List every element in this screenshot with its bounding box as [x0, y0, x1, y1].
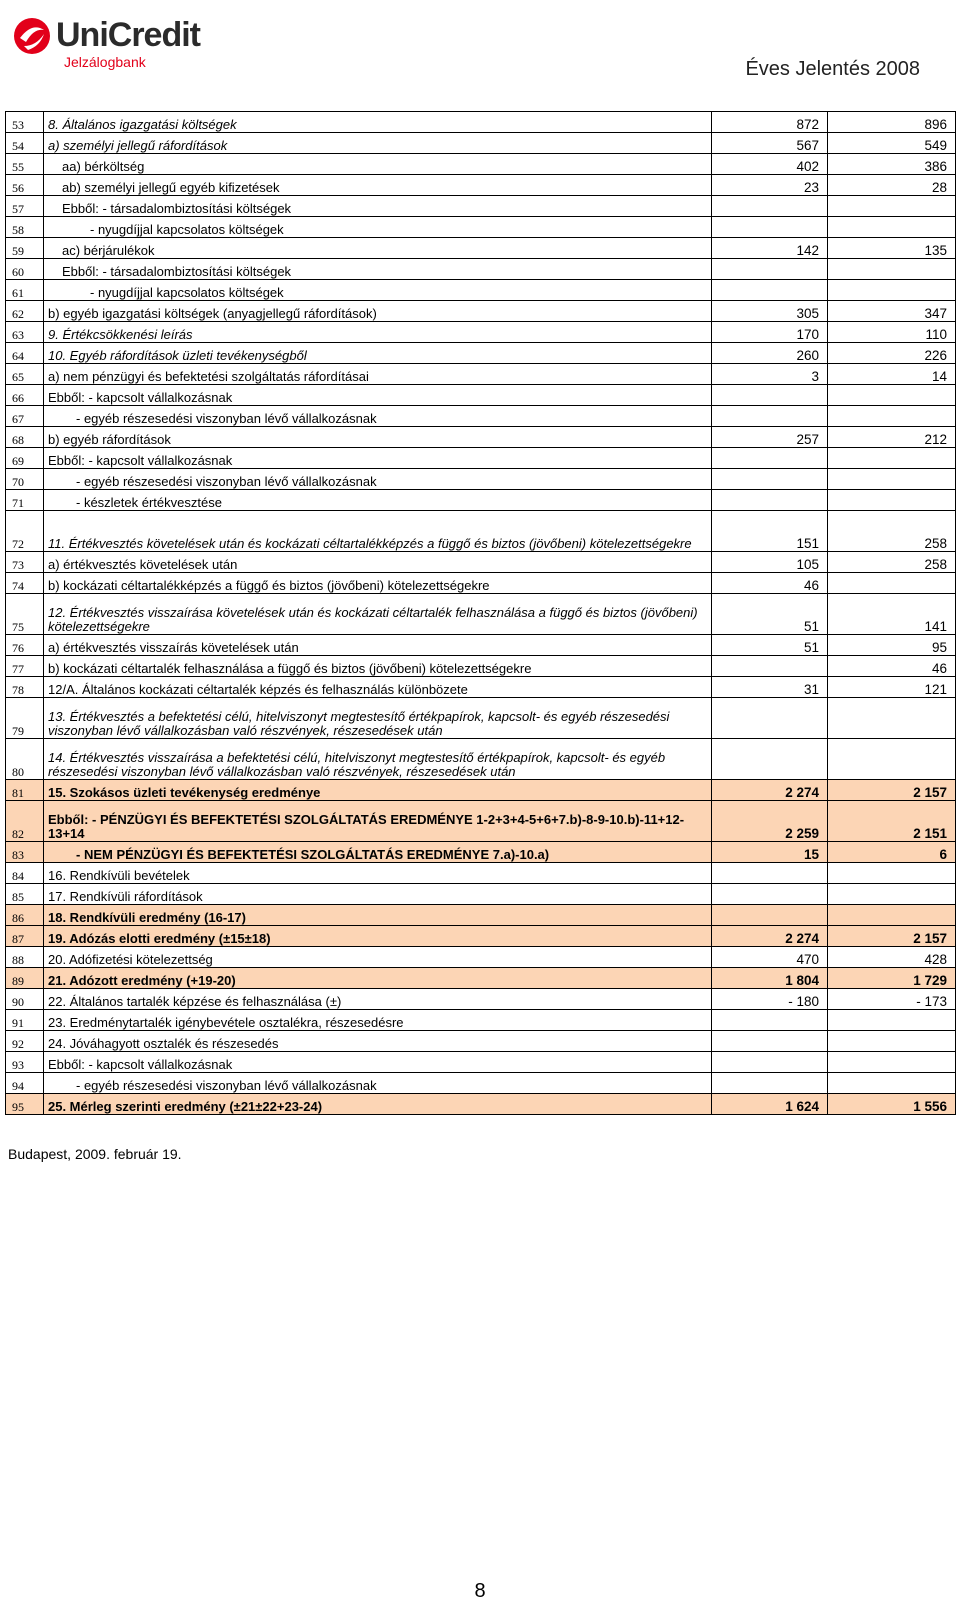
value-2008: 151 [712, 511, 828, 552]
row-number: 94 [6, 1073, 44, 1094]
value-2008 [712, 698, 828, 739]
row-label: - NEM PÉNZÜGYI ÉS BEFEKTETÉSI SZOLGÁLTATÁS EREDMÉNYE 7.a)-10.a) [44, 842, 712, 863]
value-2008 [712, 863, 828, 884]
value-2008: 305 [712, 301, 828, 322]
row-label: 20. Adófizetési kötelezettség [44, 947, 712, 968]
value-2008: 260 [712, 343, 828, 364]
value-2008 [712, 1010, 828, 1031]
row-label: a) személyi jellegű ráfordítások [44, 133, 712, 154]
value-2008: 470 [712, 947, 828, 968]
page-number: 8 [474, 1580, 486, 1602]
row-number: 63 [6, 322, 44, 343]
value-2008 [712, 1073, 828, 1094]
income-statement-table [5, 111, 956, 1115]
value-prior: 549 [828, 133, 956, 154]
value-prior [828, 573, 956, 594]
value-prior: 46 [828, 656, 956, 677]
value-prior: 121 [828, 677, 956, 698]
row-number: 92 [6, 1031, 44, 1052]
value-prior [828, 884, 956, 905]
value-prior [828, 448, 956, 469]
table-row [6, 238, 956, 259]
row-label: 19. Adózás elotti eredmény (±15±18) [44, 926, 712, 947]
row-label: ac) bérjárulékok [44, 238, 712, 259]
table-row [6, 1073, 956, 1094]
row-label: a) értékvesztés visszaírás követelések után [44, 635, 712, 656]
value-2008: 31 [712, 677, 828, 698]
value-2008: 105 [712, 552, 828, 573]
row-number: 93 [6, 1052, 44, 1073]
value-prior: 896 [828, 112, 956, 133]
value-2008: 142 [712, 238, 828, 259]
value-prior: 6 [828, 842, 956, 863]
table-row [6, 511, 956, 552]
value-2008: 170 [712, 322, 828, 343]
row-number: 82 [6, 801, 44, 842]
value-2008: 2 274 [712, 926, 828, 947]
table-row [6, 406, 956, 427]
table-row [6, 469, 956, 490]
value-2008 [712, 656, 828, 677]
row-label: 14. Értékvesztés visszaírása a befektetési célú, hitelviszonyt megtestesítő értékpapírok, kapcsolt- és egyéb részesedési viszonyban lévő vállalkozásban való részvények, részesedések után [44, 739, 712, 780]
value-prior [828, 469, 956, 490]
value-2008 [712, 884, 828, 905]
row-label: 8. Általános igazgatási költségek [44, 112, 712, 133]
brand-sub: Jelzálogbank [64, 54, 146, 70]
row-number: 70 [6, 469, 44, 490]
row-number: 62 [6, 301, 44, 322]
row-number: 89 [6, 968, 44, 989]
value-2008: 402 [712, 154, 828, 175]
table-row [6, 842, 956, 863]
table-row [6, 989, 956, 1010]
value-prior: 141 [828, 594, 956, 635]
table-row [6, 133, 956, 154]
table-row [6, 780, 956, 801]
row-label: aa) bérköltség [44, 154, 712, 175]
table-row [6, 301, 956, 322]
row-label: - nyugdíjjal kapcsolatos költségek [44, 280, 712, 301]
value-2008 [712, 280, 828, 301]
row-number: 66 [6, 385, 44, 406]
value-prior: 258 [828, 552, 956, 573]
row-number: 88 [6, 947, 44, 968]
value-prior: - 173 [828, 989, 956, 1010]
value-prior [828, 905, 956, 926]
value-2008 [712, 739, 828, 780]
table-row [6, 552, 956, 573]
table-row [6, 801, 956, 842]
footer-date: Budapest, 2009. február 19. [8, 1146, 182, 1162]
row-number: 91 [6, 1010, 44, 1031]
row-label: 9. Értékcsökkenési leírás [44, 322, 712, 343]
table-row [6, 385, 956, 406]
value-prior: 258 [828, 511, 956, 552]
value-prior: 95 [828, 635, 956, 656]
row-number: 86 [6, 905, 44, 926]
row-number: 59 [6, 238, 44, 259]
row-label: - készletek értékvesztése [44, 490, 712, 511]
table-row [6, 112, 956, 133]
table-row [6, 154, 956, 175]
row-number: 68 [6, 427, 44, 448]
value-2008: 51 [712, 594, 828, 635]
row-label: Ebből: - kapcsolt vállalkozásnak [44, 1052, 712, 1073]
value-2008 [712, 196, 828, 217]
row-label: Ebből: - kapcsolt vállalkozásnak [44, 385, 712, 406]
row-number: 77 [6, 656, 44, 677]
row-label: - egyéb részesedési viszonyban lévő vállalkozásnak [44, 1073, 712, 1094]
row-number: 76 [6, 635, 44, 656]
row-number: 71 [6, 490, 44, 511]
value-2008: 3 [712, 364, 828, 385]
value-2008: 1 804 [712, 968, 828, 989]
unicredit-logo-icon [12, 16, 52, 56]
value-prior [828, 490, 956, 511]
row-number: 55 [6, 154, 44, 175]
table-row [6, 322, 956, 343]
value-2008: 2 259 [712, 801, 828, 842]
row-label: b) egyéb ráfordítások [44, 427, 712, 448]
value-prior [828, 280, 956, 301]
row-number: 53 [6, 112, 44, 133]
value-prior: 1 556 [828, 1094, 956, 1115]
row-label: Ebből: - társadalombiztosítási költségek [44, 259, 712, 280]
value-prior [828, 217, 956, 238]
table-row [6, 343, 956, 364]
table-row [6, 1052, 956, 1073]
row-number: 61 [6, 280, 44, 301]
value-prior: 110 [828, 322, 956, 343]
value-2008 [712, 385, 828, 406]
table-row [6, 677, 956, 698]
table-row [6, 594, 956, 635]
value-prior [828, 385, 956, 406]
row-label: 18. Rendkívüli eredmény (16-17) [44, 905, 712, 926]
row-number: 73 [6, 552, 44, 573]
unicredit-logo [12, 12, 212, 72]
table-row [6, 259, 956, 280]
row-number: 74 [6, 573, 44, 594]
value-prior [828, 259, 956, 280]
table-row [6, 926, 956, 947]
row-label: 12. Értékvesztés visszaírása követelések után és kockázati céltartalék felhasználása a függő és biztos (jövőbeni) kötelezettségekre [44, 594, 712, 635]
table-row [6, 573, 956, 594]
row-label: 24. Jóváhagyott osztalék és részesedés [44, 1031, 712, 1052]
table-row [6, 968, 956, 989]
row-number: 85 [6, 884, 44, 905]
row-label: b) kockázati céltartalékképzés a függő és biztos (jövőbeni) kötelezettségekre [44, 573, 712, 594]
row-label: 10. Egyéb ráfordítások üzleti tevékenységből [44, 343, 712, 364]
row-number: 58 [6, 217, 44, 238]
table-row [6, 175, 956, 196]
value-prior: 226 [828, 343, 956, 364]
row-number: 83 [6, 842, 44, 863]
value-2008: 51 [712, 635, 828, 656]
row-number: 56 [6, 175, 44, 196]
table-row [6, 863, 956, 884]
value-prior [828, 863, 956, 884]
row-label: Ebből: - PÉNZÜGYI ÉS BEFEKTETÉSI SZOLGÁLTATÁS EREDMÉNYE 1-2+3+4-5+6+7.b)-8-9-10.b)-11+12-13+14 [44, 801, 712, 842]
value-prior: 347 [828, 301, 956, 322]
value-2008 [712, 259, 828, 280]
value-2008: 1 624 [712, 1094, 828, 1115]
table-row [6, 698, 956, 739]
value-prior [828, 1031, 956, 1052]
row-label: 22. Általános tartalék képzése és felhasználása (±) [44, 989, 712, 1010]
table-row [6, 947, 956, 968]
table-row [6, 1031, 956, 1052]
row-number: 60 [6, 259, 44, 280]
row-label: a) értékvesztés követelések után [44, 552, 712, 573]
value-prior: 135 [828, 238, 956, 259]
value-prior [828, 739, 956, 780]
table-row [6, 427, 956, 448]
row-label: - egyéb részesedési viszonyban lévő vállalkozásnak [44, 406, 712, 427]
row-number: 81 [6, 780, 44, 801]
value-2008 [712, 217, 828, 238]
table-row [6, 217, 956, 238]
income-statement-body [6, 112, 956, 1115]
value-prior: 1 729 [828, 968, 956, 989]
brand-name: UniCredit [56, 16, 200, 54]
row-number: 64 [6, 343, 44, 364]
value-prior: 386 [828, 154, 956, 175]
row-number: 87 [6, 926, 44, 947]
table-row [6, 884, 956, 905]
value-prior: 428 [828, 947, 956, 968]
row-number: 65 [6, 364, 44, 385]
row-label: ab) személyi jellegű egyéb kifizetések [44, 175, 712, 196]
value-prior: 2 157 [828, 926, 956, 947]
row-number: 90 [6, 989, 44, 1010]
table-row [6, 280, 956, 301]
value-2008 [712, 469, 828, 490]
value-2008 [712, 905, 828, 926]
row-label: 21. Adózott eredmény (+19-20) [44, 968, 712, 989]
value-2008: 567 [712, 133, 828, 154]
table-row [6, 1010, 956, 1031]
table-row [6, 448, 956, 469]
table-row [6, 739, 956, 780]
report-title: Éves Jelentés 2008 [745, 58, 920, 80]
row-number: 80 [6, 739, 44, 780]
value-2008 [712, 448, 828, 469]
value-2008: 23 [712, 175, 828, 196]
table-row [6, 364, 956, 385]
row-label: b) kockázati céltartalék felhasználása a függő és biztos (jövőbeni) kötelezettségekre [44, 656, 712, 677]
row-label: a) nem pénzügyi és befektetési szolgáltatás ráfordításai [44, 364, 712, 385]
value-2008: 2 274 [712, 780, 828, 801]
row-label: 12/A. Általános kockázati céltartalék képzés és felhasználás különbözete [44, 677, 712, 698]
table-row [6, 656, 956, 677]
value-prior: 2 157 [828, 780, 956, 801]
row-number: 72 [6, 511, 44, 552]
table-row [6, 196, 956, 217]
value-2008 [712, 1031, 828, 1052]
row-number: 57 [6, 196, 44, 217]
row-label: 25. Mérleg szerinti eredmény (±21±22+23-24) [44, 1094, 712, 1115]
table-row [6, 490, 956, 511]
value-2008 [712, 1052, 828, 1073]
value-2008 [712, 490, 828, 511]
value-prior: 2 151 [828, 801, 956, 842]
row-label: b) egyéb igazgatási költségek (anyagjellegű ráfordítások) [44, 301, 712, 322]
value-prior: 28 [828, 175, 956, 196]
value-2008: - 180 [712, 989, 828, 1010]
row-number: 79 [6, 698, 44, 739]
value-prior: 14 [828, 364, 956, 385]
value-2008: 15 [712, 842, 828, 863]
row-number: 84 [6, 863, 44, 884]
row-label: - egyéb részesedési viszonyban lévő vállalkozásnak [44, 469, 712, 490]
value-prior [828, 196, 956, 217]
value-prior [828, 1052, 956, 1073]
value-prior: 212 [828, 427, 956, 448]
row-number: 69 [6, 448, 44, 469]
row-label: Ebből: - társadalombiztosítási költségek [44, 196, 712, 217]
row-number: 67 [6, 406, 44, 427]
value-2008: 257 [712, 427, 828, 448]
row-number: 78 [6, 677, 44, 698]
row-label: 11. Értékvesztés követelések után és kockázati céltartalékképzés a függő és biztos (jövőbeni) kötelezettségekre [44, 511, 712, 552]
row-number: 95 [6, 1094, 44, 1115]
value-2008: 872 [712, 112, 828, 133]
row-label: 23. Eredménytartalék igénybevétele osztalékra, részesedésre [44, 1010, 712, 1031]
value-prior [828, 1010, 956, 1031]
row-label: 13. Értékvesztés a befektetési célú, hitelviszonyt megtestesítő értékpapírok, kapcsolt- és egyéb részesedési viszonyban lévő vállalkozásban való részvények, részesedések után [44, 698, 712, 739]
value-prior [828, 1073, 956, 1094]
row-number: 54 [6, 133, 44, 154]
value-2008: 46 [712, 573, 828, 594]
value-2008 [712, 406, 828, 427]
value-prior [828, 406, 956, 427]
table-row [6, 1094, 956, 1115]
table-row [6, 635, 956, 656]
row-label: 17. Rendkívüli ráfordítások [44, 884, 712, 905]
row-label: - nyugdíjjal kapcsolatos költségek [44, 217, 712, 238]
row-number: 75 [6, 594, 44, 635]
row-label: Ebből: - kapcsolt vállalkozásnak [44, 448, 712, 469]
row-label: 15. Szokásos üzleti tevékenység eredménye [44, 780, 712, 801]
table-row [6, 905, 956, 926]
row-label: 16. Rendkívüli bevételek [44, 863, 712, 884]
value-prior [828, 698, 956, 739]
